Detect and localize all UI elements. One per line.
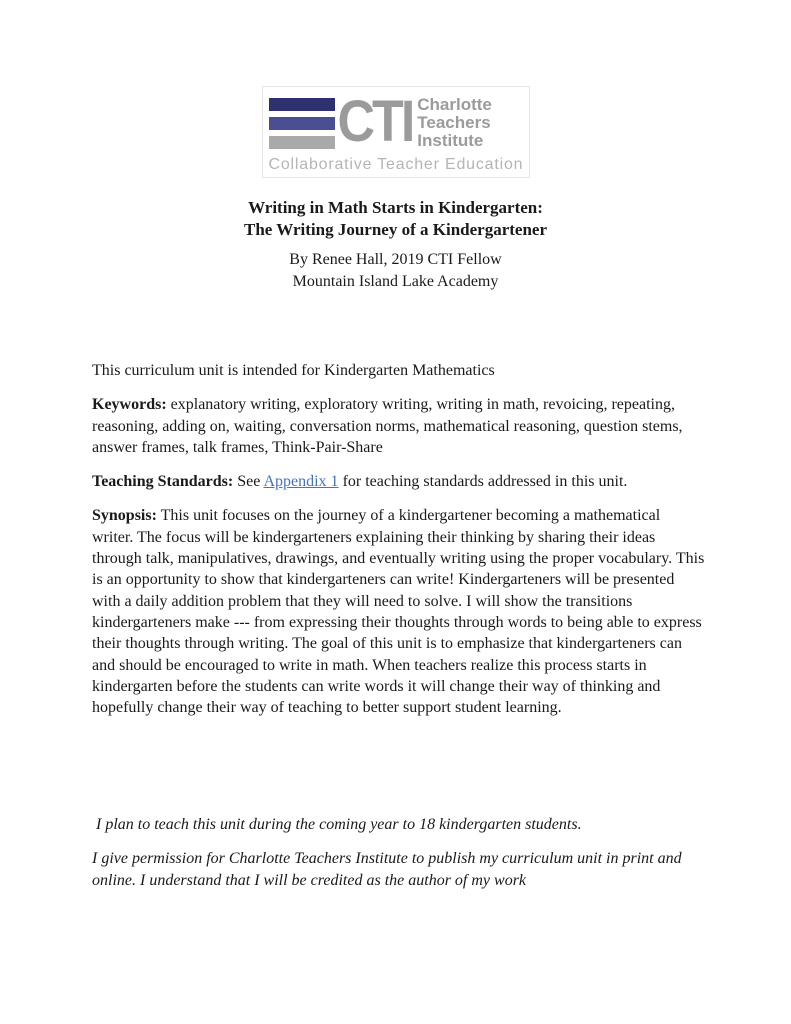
document-body [92,360,705,718]
logo-bar-gray [269,136,335,149]
byline-school: Mountain Island Lake Academy [292,273,499,290]
permission-statement: I give permission for Charlotte Teachers Institute to publish my curriculum unit in print and online. I understand that I will be credited as the author of my work [92,850,682,889]
byline [0,249,791,293]
cti-logo-mark [269,89,524,155]
logo-name-line-2: Teachers [417,113,491,132]
document-title-line-1: Writing in Math Starts in Kindergarten: [248,198,543,217]
logo-bar-dark-blue [269,98,335,111]
keywords-label: Keywords: [92,396,167,414]
keywords-text: explanatory writing, exploratory writing, writing in math, revoicing, repeating, reasoning, adding on, waiting, conversation norms, mathematical reasoning, question stems, answer frames, talk frames, Think-Pair-Share [92,396,683,456]
teaching-standards-label: Teaching Standards: [92,473,234,491]
document-title [0,197,791,241]
logo-name-line-1: Charlotte [417,95,492,114]
teaching-standards-pre-text: See [233,473,264,491]
synopsis-paragraph [92,505,705,718]
logo-tagline: Collaborative Teacher Education [268,156,524,173]
keywords-paragraph [92,394,705,458]
logo-bar-medium-blue [269,117,335,130]
synopsis-label: Synopsis: [92,507,157,525]
teaching-standards-paragraph [92,471,705,492]
teaching-plan-note: I plan to teach this unit during the coming year to 18 kindergarten students. [96,816,582,833]
byline-author: By Renee Hall, 2019 CTI Fellow [289,251,502,268]
logo-acronym: CTI [337,89,413,155]
logo-institute-name [417,96,492,150]
logo-name-line-3: Institute [417,131,484,150]
synopsis-text: This unit focuses on the journey of a kindergartener becoming a mathematical writer. The focus will be kindergarteners explaining their thinking by sharing their ideas through talk, manipulatives, drawings, and eventually writing using the proper vocabulary. This is an opportunity to show that kindergarteners can write! Kindergarteners will be presented with a daily addition problem that they will need to solve. I will show the transitions kindergarteners make --- from expressing their thoughts through words to being able to express their thoughts through writing. The goal of this unit is to emphasize that kindergarteners can and should be encouraged to write in math. When teachers realize this process starts in kindergarten before the students can write words it will change their way of thinking and hopefully change their way of teaching to better support student learning. [92,507,705,717]
appendix-1-link[interactable]: Appendix 1 [263,473,339,491]
cti-logo [262,86,530,178]
logo-bars-icon [269,98,335,149]
intended-audience-text: This curriculum unit is intended for Kindergarten Mathematics [92,362,495,379]
teaching-standards-post-text: for teaching standards addressed in this unit. [338,473,628,491]
document-title-line-2: The Writing Journey of a Kindergartener [244,220,547,239]
document-footer-notes [92,814,705,891]
